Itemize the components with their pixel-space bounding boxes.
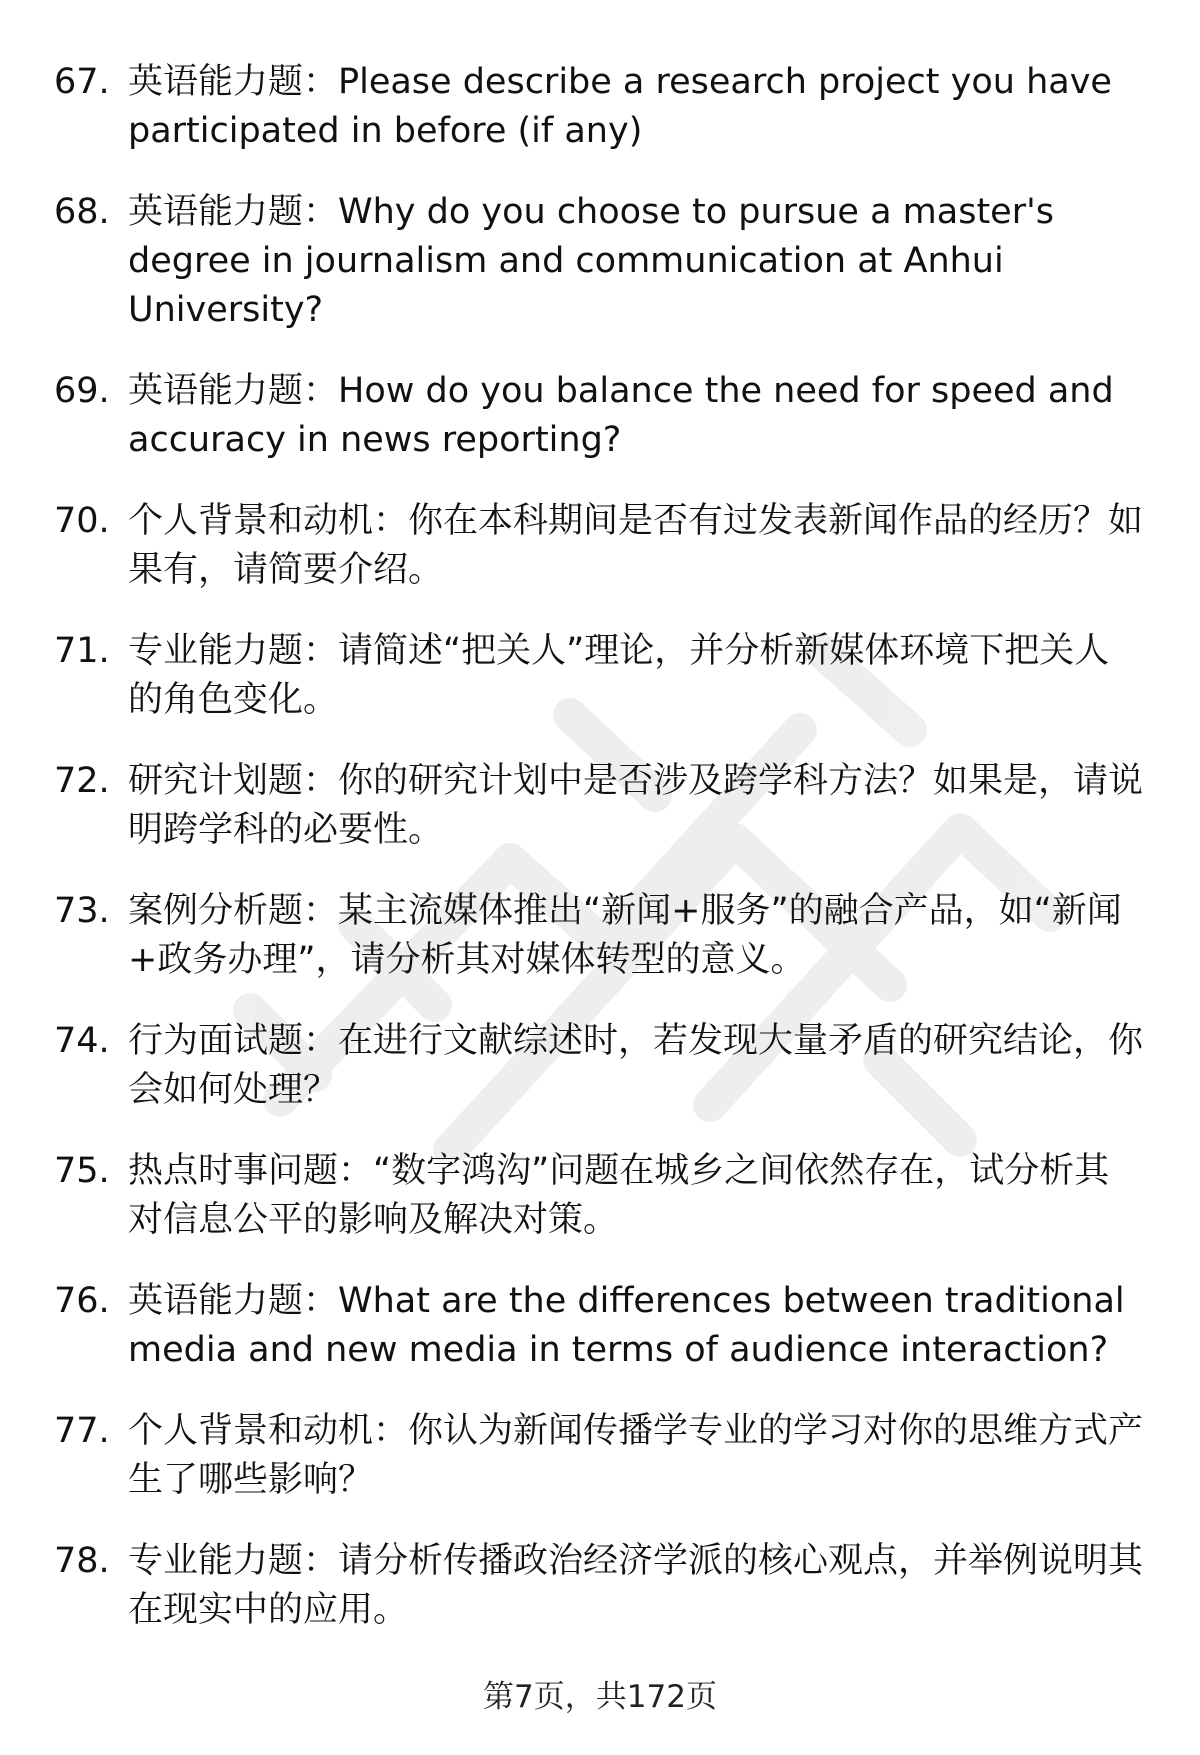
question-item-77 [54,1407,1144,1505]
page-number-label: 第7页，共172页 [483,1679,717,1715]
question-number: 76. [54,1281,110,1321]
question-item-72 [54,757,1144,855]
question-text: 案例分析题：某主流媒体推出“新闻+服务”的融合产品，如“新闻+政务办理”，请分析其对媒体转型的意义。 [128,891,1122,980]
question-number: 77. [54,1411,110,1451]
page-footer [0,1677,1200,1717]
question-text: 个人背景和动机：你认为新闻传播学专业的学习对你的思维方式产生了哪些影响？ [128,1411,1144,1500]
question-item-67 [54,58,1144,156]
question-item-73 [54,887,1144,985]
question-number: 69. [54,371,110,411]
question-number: 68. [54,192,110,232]
question-text: 专业能力题：请分析传播政治经济学派的核心观点，并举例说明其在现实中的应用。 [128,1541,1144,1630]
question-text: 英语能力题：How do you balance the need for speed and accuracy in news reporting? [128,371,1114,460]
question-item-74 [54,1017,1144,1115]
question-item-71 [54,627,1144,725]
question-item-75 [54,1147,1144,1245]
question-number: 72. [54,761,110,801]
question-number: 70. [54,501,110,541]
question-number: 75. [54,1151,110,1191]
question-item-70 [54,497,1144,595]
question-item-78 [54,1537,1144,1635]
question-text: 英语能力题：Please describe a research project you have participated in before (if any) [128,62,1112,151]
question-text: 研究计划题：你的研究计划中是否涉及跨学科方法？如果是，请说明跨学科的必要性。 [128,761,1144,850]
question-text: 专业能力题：请简述“把关人”理论，并分析新媒体环境下把关人的角色变化。 [128,631,1110,720]
question-list [54,58,1144,1667]
question-item-76 [54,1277,1144,1375]
question-text: 热点时事问题：“数字鸿沟”问题在城乡之间依然存在，试分析其对信息公平的影响及解决对策。 [128,1151,1110,1240]
question-number: 74. [54,1021,110,1061]
question-number: 78. [54,1541,110,1581]
question-text: 个人背景和动机：你在本科期间是否有过发表新闻作品的经历？如果有，请简要介绍。 [128,501,1144,590]
question-number: 73. [54,891,110,931]
question-item-69 [54,367,1144,465]
question-number: 67. [54,62,110,102]
question-number: 71. [54,631,110,671]
question-item-68 [54,188,1144,335]
question-text: 行为面试题：在进行文献综述时，若发现大量矛盾的研究结论，你会如何处理？ [128,1021,1144,1110]
question-text: 英语能力题：What are the differences between traditional media and new media in terms of audience interaction? [128,1281,1125,1370]
question-text: 英语能力题：Why do you choose to pursue a master's degree in journalism and communication at Anhui University? [128,192,1054,330]
